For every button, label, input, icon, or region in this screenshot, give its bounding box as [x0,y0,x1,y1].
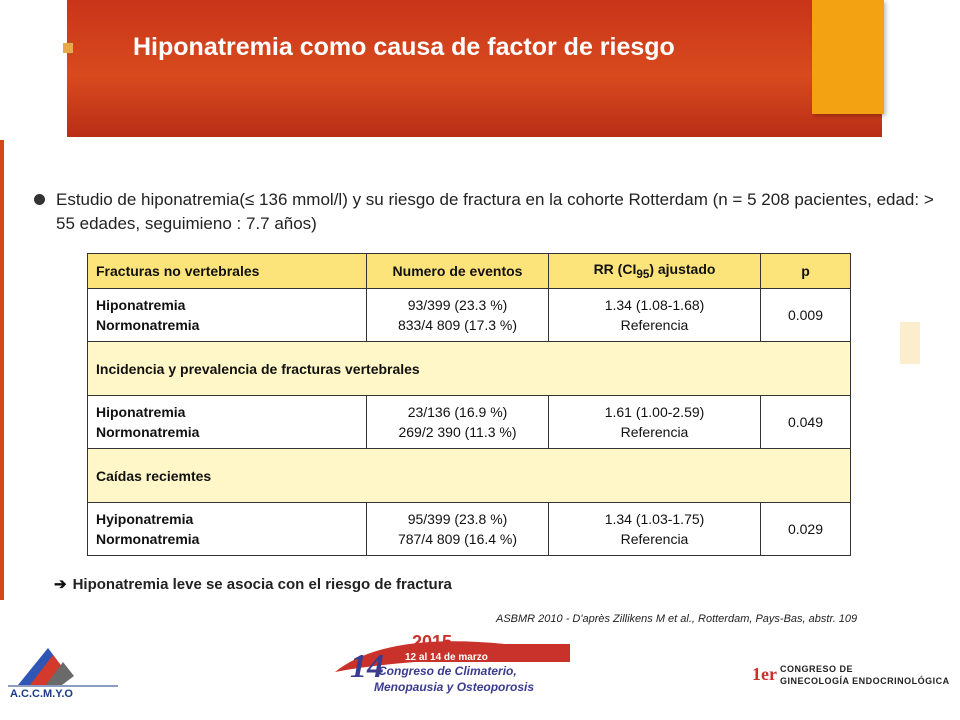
title-banner [67,0,882,137]
header-rr-post: ) ajustado [649,261,716,278]
congress-name-line1: Congreso de Climaterio, [378,664,517,678]
results-table [87,253,851,556]
bullet-dot-icon [34,194,45,205]
section-title: Incidencia y prevalencia de fracturas vertebrales [88,342,851,396]
table-row [88,289,851,342]
header-fracturas: Fracturas no vertebrales [88,254,367,289]
group-cell [88,503,367,556]
conclusion [54,575,452,593]
p-value: 0.049 [761,396,851,449]
header-eventos: Numero de eventos [367,254,549,289]
group-a: Hiponatremia [96,404,186,420]
events-cell [367,289,549,342]
group-a: Hiponatremia [96,297,186,313]
header-rr-pre: RR (CI [593,261,637,278]
rr-b: Referencia [620,317,689,333]
first-congress-mark: 1er [752,664,777,684]
endocrine-congress-line1: CONGRESO DE [780,664,854,674]
events-cell [367,396,549,449]
events-cell [367,503,549,556]
events-b: 269/2 390 (11.3 %) [398,424,517,440]
group-b: Normonatremia [96,424,200,440]
rr-b: Referencia [620,531,689,547]
p-value: 0.029 [761,503,851,556]
section-row [88,342,851,396]
rr-cell [549,396,761,449]
group-b: Normonatremia [96,317,200,333]
rr-a: 1.61 (1.00-2.59) [604,404,705,420]
header-rr [549,254,761,289]
p-value: 0.009 [761,289,851,342]
rr-a: 1.34 (1.08-1.68) [604,297,705,313]
congress-date: 12 al 14 de marzo [405,652,488,663]
events-a: 93/399 (23.3 %) [407,297,508,313]
events-a: 95/399 (23.8 %) [407,511,508,527]
banner-bullet-mark [63,43,73,53]
table-row [88,503,851,556]
decorative-mark [900,322,920,364]
accmyo-logo-text: A.C.C.M.Y.O [10,688,73,700]
group-a: Hyiponatremia [96,511,194,527]
slide-title: Hiponatremia como causa de factor de riesgo [133,33,675,61]
conclusion-text: Hiponatremia leve se asocia con el riesgo de fractura [72,576,452,593]
section-row [88,449,851,503]
endocrine-congress-line2: GINECOLOGÍA ENDOCRINOLÓGICA [780,676,950,686]
arrow-right-icon: ➔ [54,576,67,593]
rr-cell [549,503,761,556]
section-title: Caídas reciemtes [88,449,851,503]
events-b: 833/4 809 (17.3 %) [397,317,518,333]
rr-b: Referencia [620,424,689,440]
header-p: p [761,254,851,289]
left-accent-rule [0,140,4,600]
citation: ASBMR 2010 - D'après Zillikens M et al., Rotterdam, Pays-Bas, abstr. 109 [496,613,858,625]
table-header-row [88,254,851,289]
group-b: Normonatremia [96,531,200,547]
table-row [88,396,851,449]
rr-a: 1.34 (1.03-1.75) [604,511,705,527]
svg-text:14: 14 [350,648,384,685]
congress-name-line2: Menopausia y Osteoporosis [374,680,535,694]
group-cell [88,289,367,342]
study-description: Estudio de hiponatremia(≤ 136 mmol/l) y su riesgo de fractura en la cohorte Rotterdam (n = 5 208 pacientes, edad: > 55 edades, seguimieno : 7.7 años) [56,190,934,233]
events-a: 23/136 (16.9 %) [407,404,508,420]
events-b: 787/4 809 (16.4 %) [397,531,518,547]
group-cell [88,396,367,449]
congress-year: 2015 [412,632,453,652]
rr-cell [549,289,761,342]
header-rr-sub: 95 [636,267,650,281]
